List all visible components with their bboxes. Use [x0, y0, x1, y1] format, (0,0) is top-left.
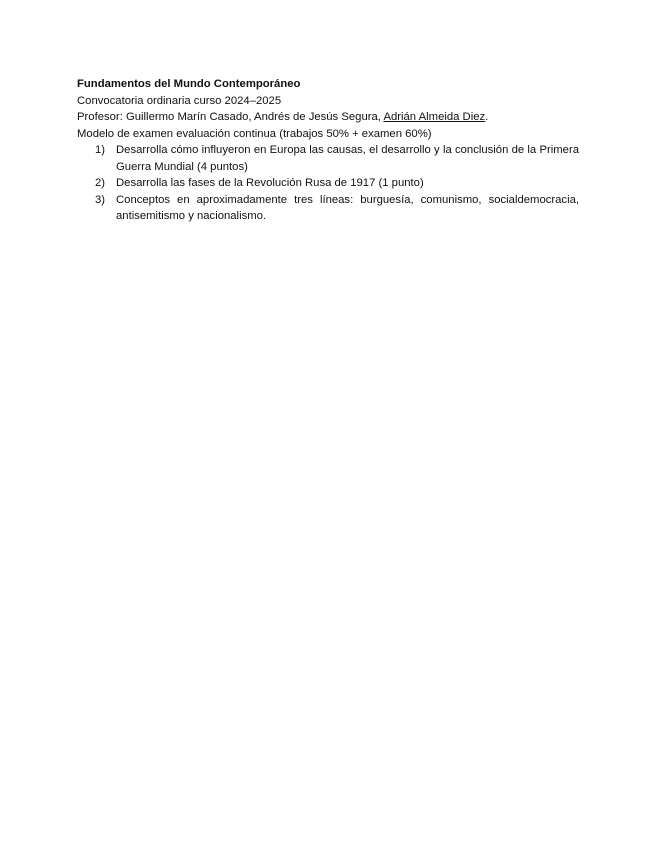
question-number: 2): [95, 177, 106, 189]
question-item: [77, 192, 579, 225]
question-text: Conceptos en aproximadamente tres líneas: burguesía, comunismo, socialdemocracia, antisemitismo y nacionalismo.: [116, 193, 579, 222]
professor-name-link: Adrián Almeida Diez: [383, 111, 486, 123]
question-text: Desarrolla cómo influyeron en Europa las causas, el desarrollo y la conclusión de la Primera Guerra Mundial (4 puntos): [116, 144, 579, 173]
exam-model: Modelo de examen evaluación continua (trabajos 50% + examen 60%): [77, 127, 432, 140]
question-number: 3): [95, 193, 106, 206]
question-list: [77, 142, 579, 225]
question-item: [77, 142, 579, 175]
professors-line: [77, 109, 579, 126]
question-item: [77, 175, 579, 192]
professors-suffix: .: [485, 111, 489, 123]
document-page: [77, 76, 579, 225]
question-text: Desarrolla las fases de la Revolución Rusa de 1917 (1 punto): [116, 177, 424, 189]
professors-prefix: Profesor: Guillermo Marín Casado, Andrés de Jesús Segura,: [77, 111, 384, 123]
exam-session: Convocatoria ordinaria curso 2024–2025: [77, 94, 282, 107]
document-title: Fundamentos del Mundo Contemporáneo: [77, 78, 301, 90]
question-number: 1): [95, 144, 106, 156]
